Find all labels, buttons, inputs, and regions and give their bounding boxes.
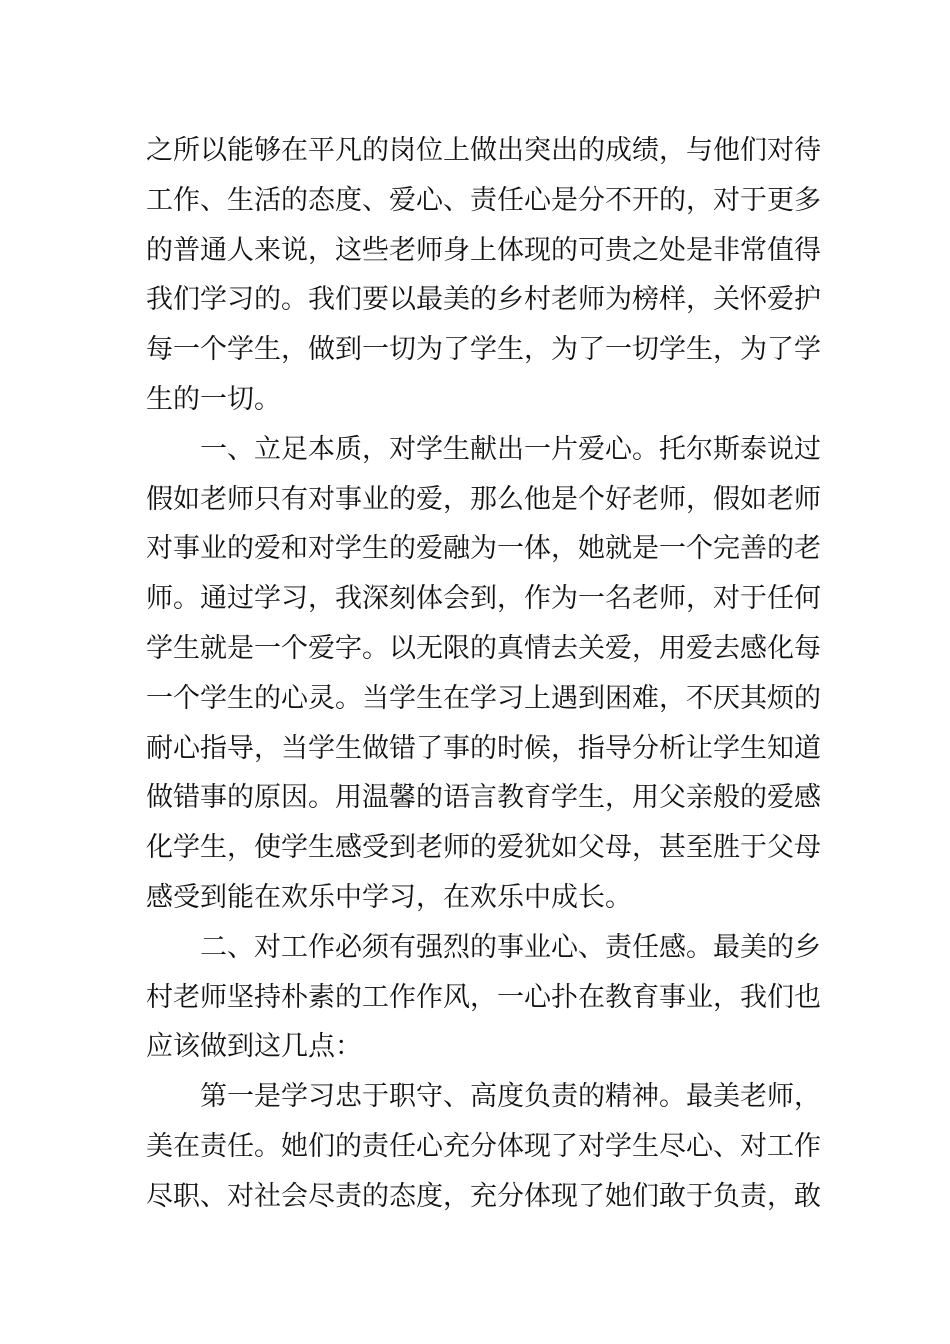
text-line: 感受到能在欢乐中学习，在欢乐中成长。 (146, 881, 632, 913)
text-line: 二、对工作必须有强烈的事业心、责任感。最美的乡 (146, 931, 821, 963)
document-body (146, 126, 821, 1222)
text-line: 做错事的原因。用温馨的语言教育学生，用父亲般的爱感 (146, 782, 821, 814)
text-line: 工作、生活的态度、爱心、责任心是分不开的，对于更多 (146, 184, 821, 216)
text-line: 一、立足本质，对学生献出一片爱心。托尔斯泰说过 (146, 433, 821, 465)
text-line: 美在责任。她们的责任心充分体现了对学生尽心、对工作 (146, 1130, 821, 1162)
text-line: 村老师坚持朴素的工作作风，一心扑在教育事业，我们也 (146, 981, 821, 1013)
text-line: 第一是学习忠于职守、高度负责的精神。最美老师， (146, 1081, 821, 1113)
text-line: 之所以能够在平凡的岗位上做出突出的成绩，与他们对待 (146, 135, 821, 166)
text-line: 每一个学生，做到一切为了学生，为了一切学生，为了学 (146, 334, 821, 366)
text-line: 耐心指导，当学生做错了事的时候，指导分析让学生知道 (146, 732, 821, 764)
text-line: 生的一切。 (146, 383, 281, 415)
text-line: 的普通人来说，这些老师身上体现的可贵之处是非常值得 (146, 234, 821, 266)
text-line: 化学生，使学生感受到老师的爱犹如父母，甚至胜于父母 (146, 832, 821, 864)
text-line: 尽职、对社会尽责的态度，充分体现了她们敢于负责，敢 (146, 1180, 821, 1212)
text-line: 我们学习的。我们要以最美的乡村老师为榜样，关怀爱护 (146, 284, 821, 316)
text-line: 学生就是一个爱字。以无限的真情去关爱，用爱去感化每 (146, 632, 821, 664)
text-line: 对事业的爱和对学生的爱融为一体，她就是一个完善的老 (146, 533, 821, 565)
text-line: 应该做到这几点： (146, 1031, 362, 1063)
text-line: 师。通过学习，我深刻体会到，作为一名老师，对于任何 (146, 583, 821, 615)
text-line: 假如老师只有对事业的爱，那么他是个好老师，假如老师 (146, 483, 821, 515)
text-line: 一个学生的心灵。当学生在学习上遇到困难，不厌其烦的 (146, 682, 821, 714)
